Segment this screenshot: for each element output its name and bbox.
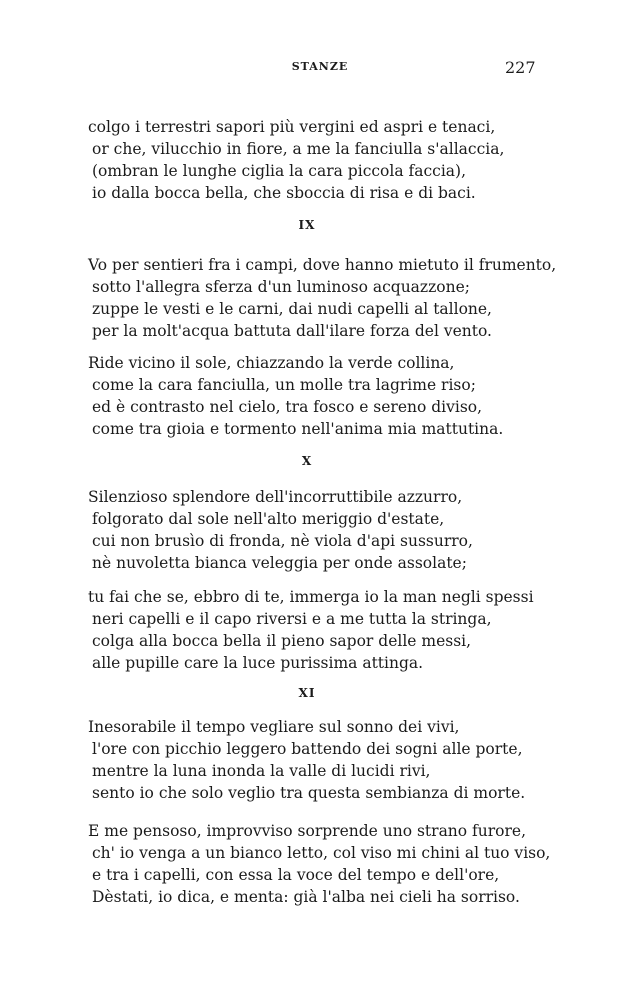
running-header-title: STANZE — [291, 60, 349, 73]
verse-line: Silenzioso splendore dell'incorruttibile azzurro, — [88, 488, 463, 506]
verse-line: or che, vilucchio in fiore, a me la fanciulla s'allaccia, — [92, 140, 505, 158]
verse-line: sento io che solo veglio tra questa sembianza di morte. — [92, 784, 526, 802]
verse-line: come tra gioia e tormento nell'anima mia mattutina. — [92, 420, 504, 438]
stanza — [88, 116, 628, 204]
verse-line: colga alla bocca bella il pieno sapor delle messi, — [92, 632, 472, 650]
verse-line: Vo per sentieri fra i campi, dove hanno mietuto il frumento, — [88, 256, 557, 274]
stanza — [88, 820, 628, 908]
verse-line: ch' io venga a un bianco letto, col viso mi chini al tuo viso, — [92, 844, 551, 862]
stanza — [88, 352, 628, 440]
verse-line: ed è contrasto nel cielo, tra fosco e sereno diviso, — [92, 398, 483, 416]
verse-line: cui non brusìo di fronda, nè viola d'api sussurro, — [92, 532, 473, 550]
section-numeral: IX — [298, 218, 316, 232]
verse-line: E me pensoso, improvviso sorprende uno strano furore, — [88, 822, 527, 840]
verse-line: mentre la luna inonda la valle di lucidi rivi, — [92, 762, 431, 780]
page-number: 227 — [505, 58, 536, 77]
verse-line: io dalla bocca bella, che sboccia di risa e di baci. — [92, 184, 476, 202]
stanza — [88, 254, 628, 342]
verse-line: alle pupille care la luce purissima attinga. — [92, 654, 424, 672]
verse-line: Ride vicino il sole, chiazzando la verde collina, — [88, 354, 455, 372]
stanza — [88, 486, 628, 574]
verse-line: (ombran le lunghe ciglia la cara piccola faccia), — [92, 162, 467, 180]
verse-line: zuppe le vesti e le carni, dai nudi capelli al tallone, — [92, 300, 492, 318]
verse-line: tu fai che se, ebbro di te, immerga io la man negli spessi — [88, 588, 534, 606]
verse-line: e tra i capelli, con essa la voce del tempo e dell'ore, — [92, 866, 500, 884]
verse-line: Dèstati, io dica, e menta: già l'alba nei cieli ha sorriso. — [92, 888, 520, 906]
verse-line: come la cara fanciulla, un molle tra lagrime riso; — [92, 376, 476, 394]
verse-line: neri capelli e il capo riversi e a me tutta la stringa, — [92, 610, 492, 628]
verse-line: l'ore con picchio leggero battendo dei sogni alle porte, — [92, 740, 523, 758]
section-numeral: X — [301, 454, 313, 468]
verse-line: nè nuvoletta bianca veleggia per onde assolate; — [92, 554, 467, 572]
verse-line: folgorato dal sole nell'alto meriggio d'estate, — [92, 510, 445, 528]
verse-line: colgo i terrestri sapori più vergini ed aspri e tenaci, — [88, 118, 496, 136]
stanza — [88, 586, 628, 674]
verse-line: Inesorabile il tempo vegliare sul sonno dei vivi, — [88, 718, 460, 736]
verse-line: per la molt'acqua battuta dall'ilare forza del vento. — [92, 322, 492, 340]
section-numeral: XI — [298, 686, 316, 700]
verse-line: sotto l'allegra sferza d'un luminoso acquazzone; — [92, 278, 470, 296]
stanza — [88, 716, 628, 804]
